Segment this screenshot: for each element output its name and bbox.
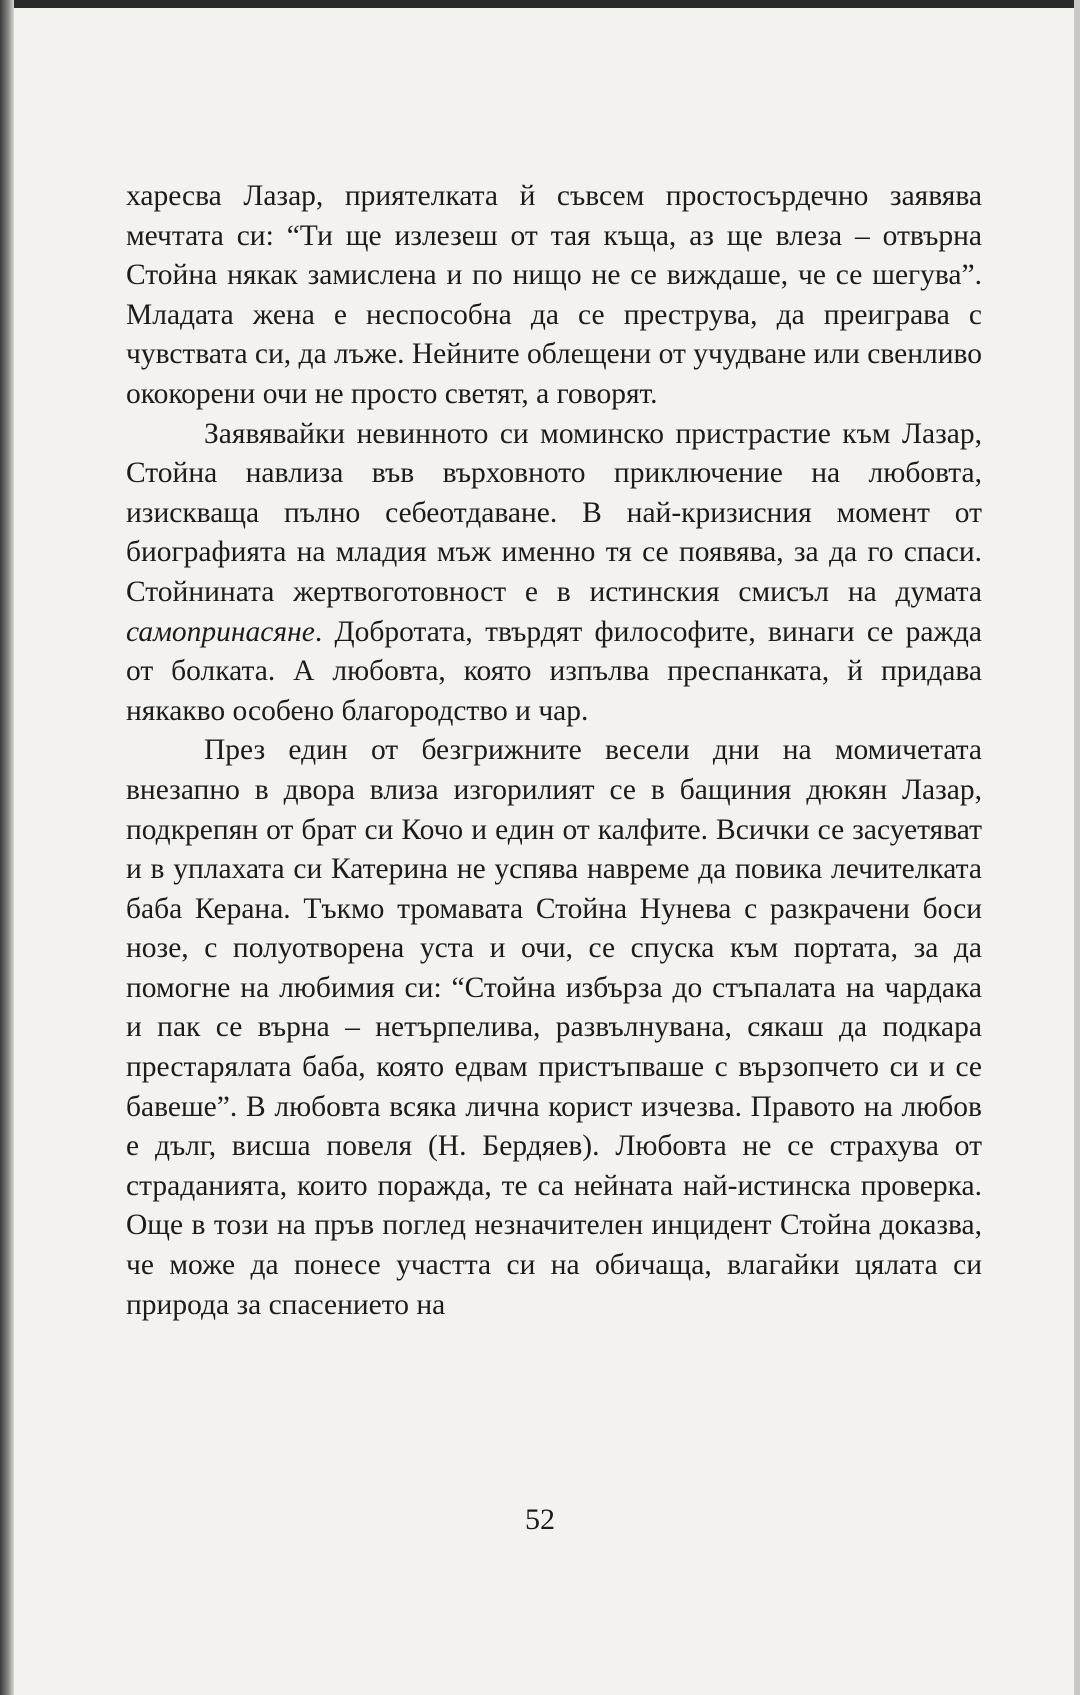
paragraph-3 <box>126 731 982 1325</box>
paragraph-3-text: През един от безгрижните весели дни на момичетата внезапно в двора влиза изгорилият се в бащиния дюкян Лазар, подкрепян от брат си Кочо и един от калфите. Всички се засуетяват и в уплахата си Катерина не успява навреме да повика лечителката баба Керана. Тъкмо тромавата Стойна Нунева с разкрачени боси нозе, с полуотворена уста и очи, се спуска към портата, за да помогне на любимия си: “Стойна избърза до стъпалата на чардака и пак се върна – нетърпелива, развълнувана, сякаш да подкара престарялата баба, която едвам пристъпваше с вързопчето си и се бавеше”. В любовта всяка лична корист изчезва. Правото на любов е дълг, висша повеля (Н. Бердяев). Любовта не се страхува от страданията, които поражда, те са нейната най-истинска проверка. Още в този на пръв поглед незначителен инцидент Стойна доказва, че може да понесе участта си на обичаща, влагайки цялата си природа за спасението на <box>126 734 982 1321</box>
paragraph-2 <box>126 415 982 732</box>
paragraph-2-italic-term: самопринасяне <box>126 615 315 648</box>
paragraph-1 <box>126 177 982 415</box>
paragraph-1-text: харесва Лазар, приятелката й съвсем простосърдечно заявява мечтата си: “Ти ще излезеш от тая къща, аз ще влеза – отвърна Стойна някак замислена и по нищо не се виждаше, че се шегува”. Младата жена е неспособна да се преструва, да преиграва с чувствата си, да лъже. Нейните облещени от учудване или свенливо ококорени очи не просто светят, а говорят. <box>126 180 982 410</box>
page-number: 52 <box>525 1503 555 1536</box>
paragraph-2-text-end: . Добротата, твърдят философите, винаги се ражда от болката. А любовта, която изпълва преспанката, й придава някакво особено благородство и чар. <box>126 615 982 727</box>
paragraph-2-text-start: Заявявайки невинното си моминско пристрастие към Лазар, Стойна навлиза във върховното приключение на любовта, изискваща пълно себеотдаване. В най-кризисния момент от биографията на младия мъж именно тя се появява, за да го спаси. Стойнината жертвоготовност е в истинския смисъл на думата <box>126 417 982 608</box>
scan-top-edge <box>0 0 1080 8</box>
page-body <box>126 177 982 1325</box>
scan-right-edge <box>1074 0 1080 1695</box>
scan-left-edge <box>0 0 14 1695</box>
